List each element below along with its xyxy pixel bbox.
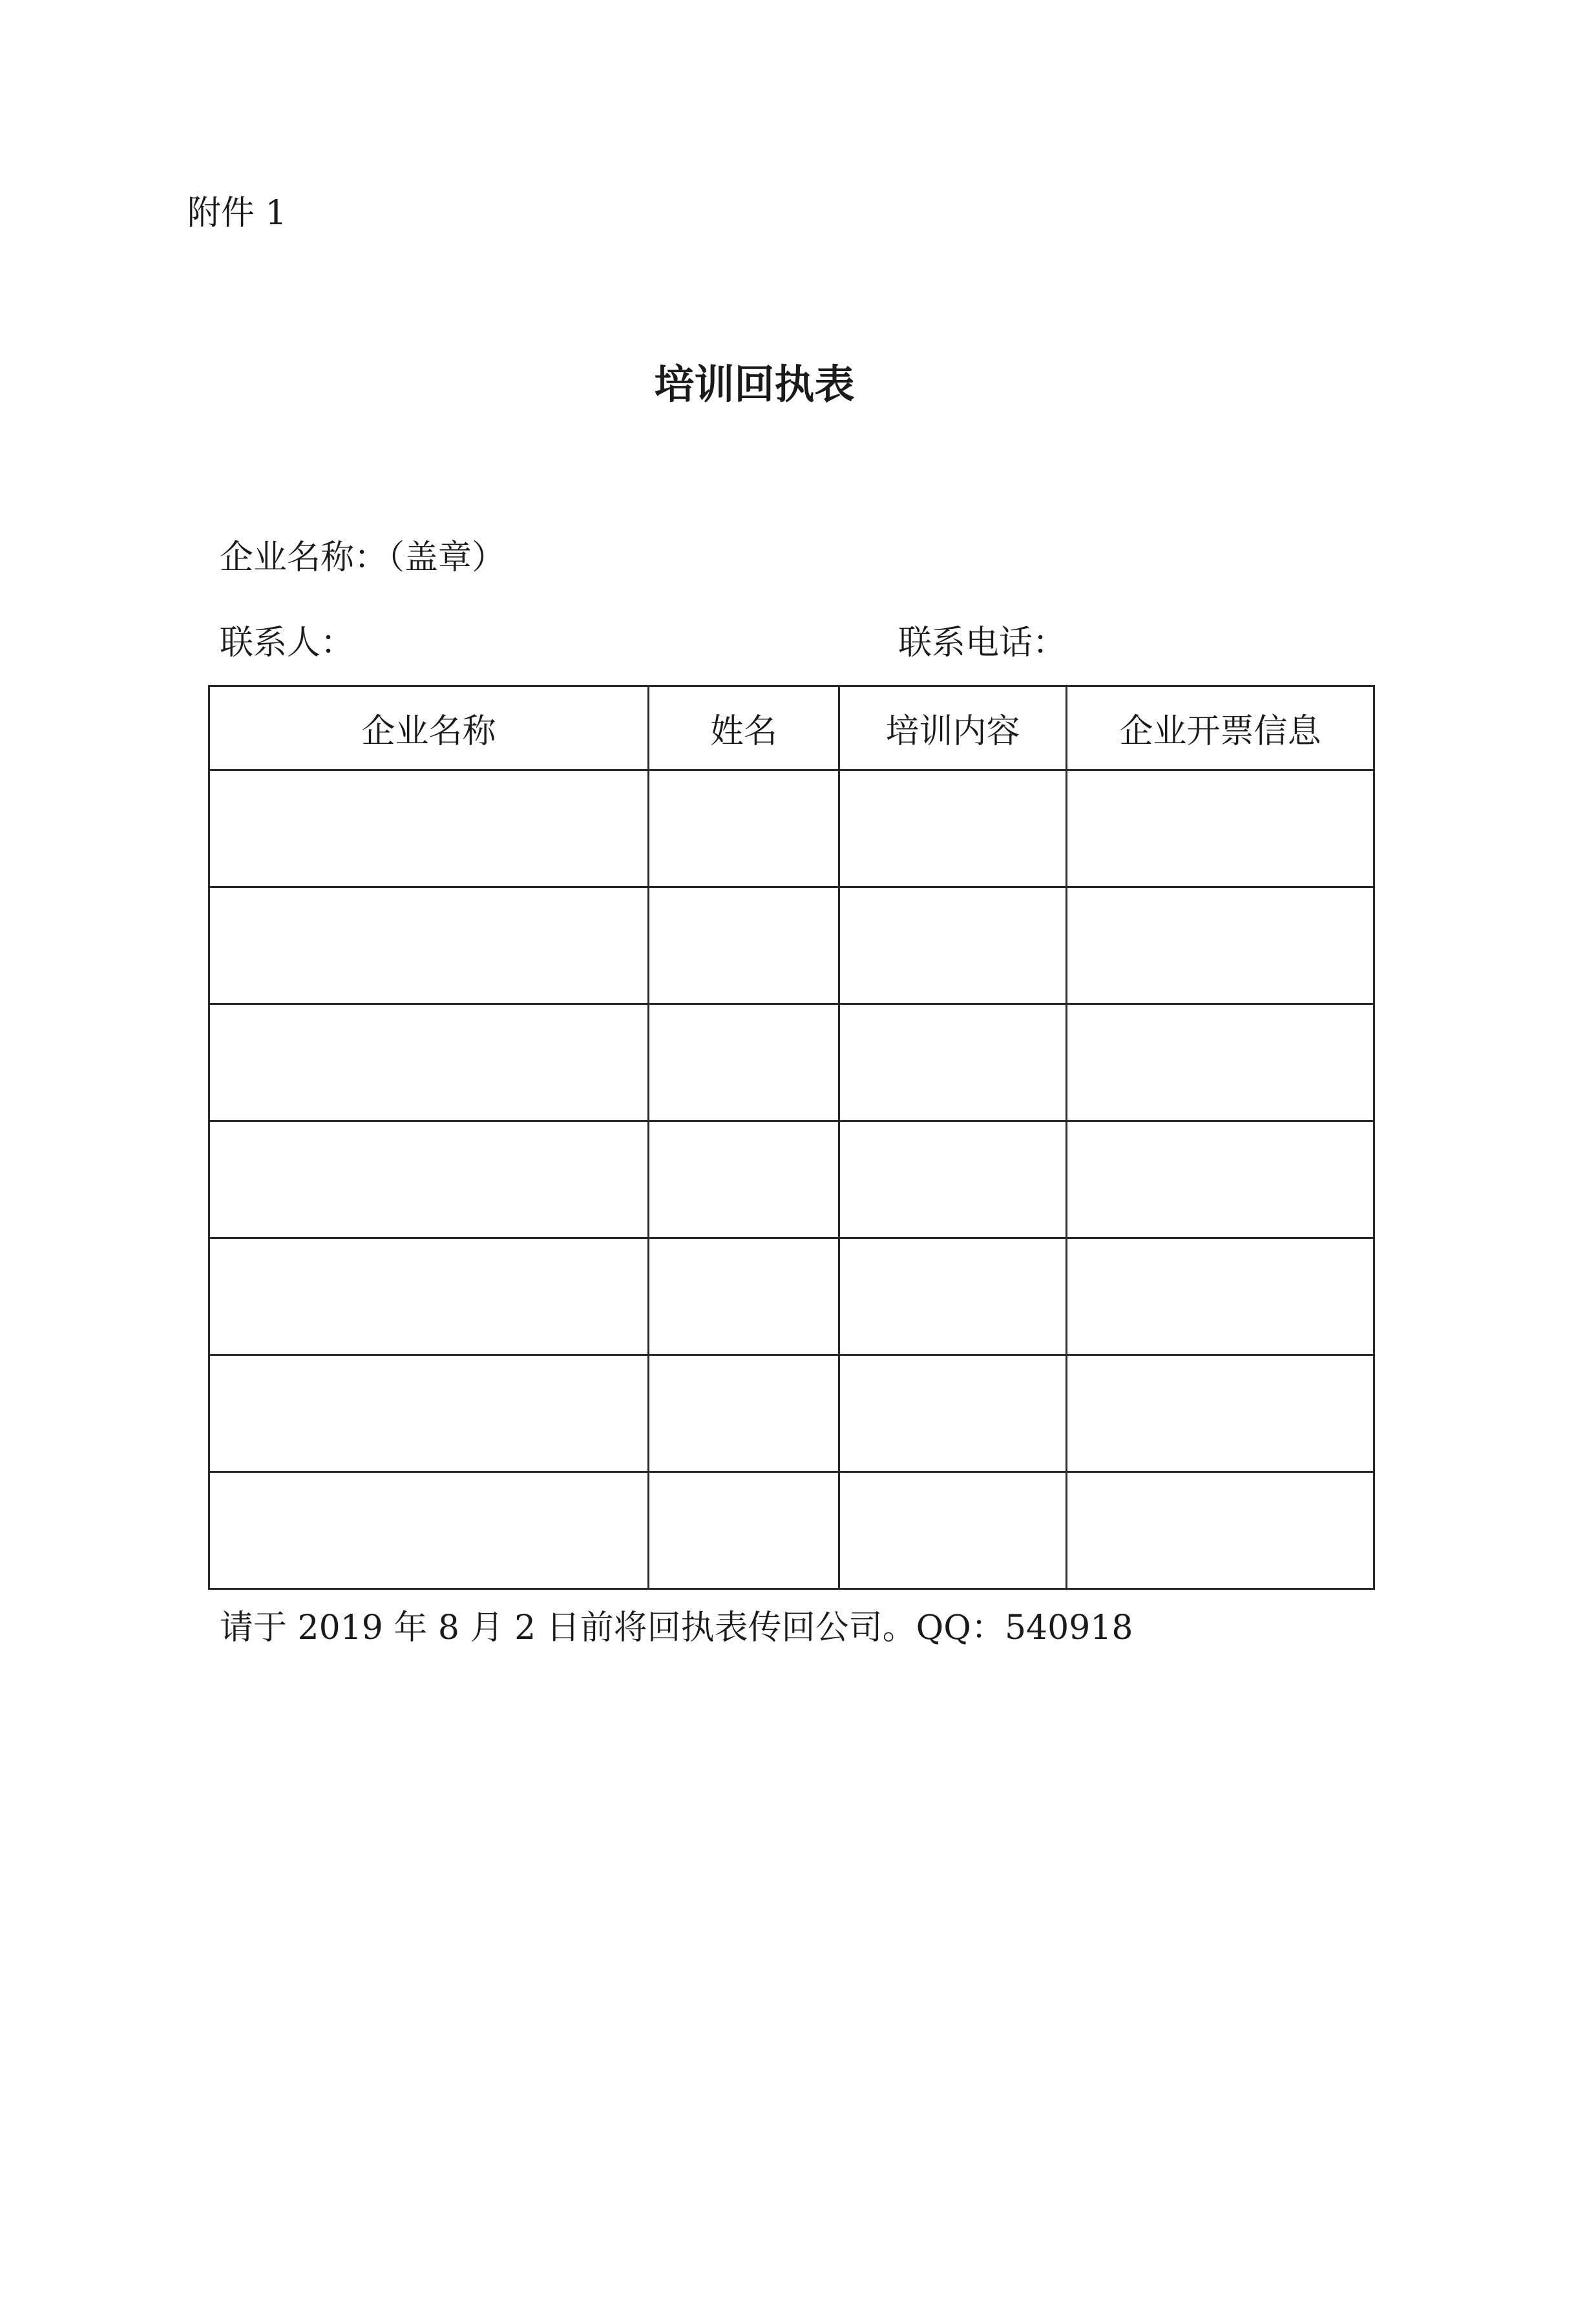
cell-invoice-info[interactable] [1067, 1355, 1374, 1472]
cell-person-name[interactable] [649, 1238, 839, 1355]
header-invoice-info: 企业开票信息 [1067, 686, 1374, 770]
cell-training-content[interactable] [839, 1355, 1067, 1472]
cell-company-name[interactable] [209, 1121, 649, 1238]
cell-person-name[interactable] [649, 887, 839, 1004]
cell-training-content[interactable] [839, 1121, 1067, 1238]
cell-person-name[interactable] [649, 770, 839, 887]
cell-invoice-info[interactable] [1067, 1238, 1374, 1355]
document-title: 培训回执表 [654, 361, 855, 408]
table-row [209, 1472, 1374, 1589]
table-row [209, 1004, 1374, 1121]
cell-training-content[interactable] [839, 1472, 1067, 1589]
table-row [209, 1355, 1374, 1472]
company-stamp-label: 企业名称：（盖章） [220, 538, 506, 577]
header-training-content: 培训内容 [839, 686, 1067, 770]
cell-training-content[interactable] [839, 1004, 1067, 1121]
header-person-name: 姓名 [649, 686, 839, 770]
table-row [209, 770, 1374, 887]
cell-person-name[interactable] [649, 1004, 839, 1121]
contact-person-label: 联系人： [220, 624, 355, 662]
cell-training-content[interactable] [839, 770, 1067, 887]
cell-company-name[interactable] [209, 1472, 649, 1589]
cell-invoice-info[interactable] [1067, 887, 1374, 1004]
cell-person-name[interactable] [649, 1355, 839, 1472]
header-company-name: 企业名称 [209, 686, 649, 770]
cell-training-content[interactable] [839, 1238, 1067, 1355]
cell-invoice-info[interactable] [1067, 1121, 1374, 1238]
table-row [209, 887, 1374, 1004]
cell-person-name[interactable] [649, 1472, 839, 1589]
receipt-table [208, 685, 1375, 1590]
submission-note: 请于 2019 年 8 月 2 日前将回执表传回公司。QQ：540918 [220, 1609, 1133, 1647]
cell-invoice-info[interactable] [1067, 770, 1374, 887]
cell-company-name[interactable] [209, 1355, 649, 1472]
table-header-row [209, 686, 1374, 770]
cell-person-name[interactable] [649, 1121, 839, 1238]
cell-company-name[interactable] [209, 1238, 649, 1355]
cell-training-content[interactable] [839, 887, 1067, 1004]
attachment-label: 附件 1 [187, 194, 287, 233]
cell-invoice-info[interactable] [1067, 1472, 1374, 1589]
cell-company-name[interactable] [209, 887, 649, 1004]
table-row [209, 1121, 1374, 1238]
table-row [209, 1238, 1374, 1355]
cell-company-name[interactable] [209, 770, 649, 887]
cell-company-name[interactable] [209, 1004, 649, 1121]
cell-invoice-info[interactable] [1067, 1004, 1374, 1121]
contact-phone-label: 联系电话： [898, 624, 1067, 662]
